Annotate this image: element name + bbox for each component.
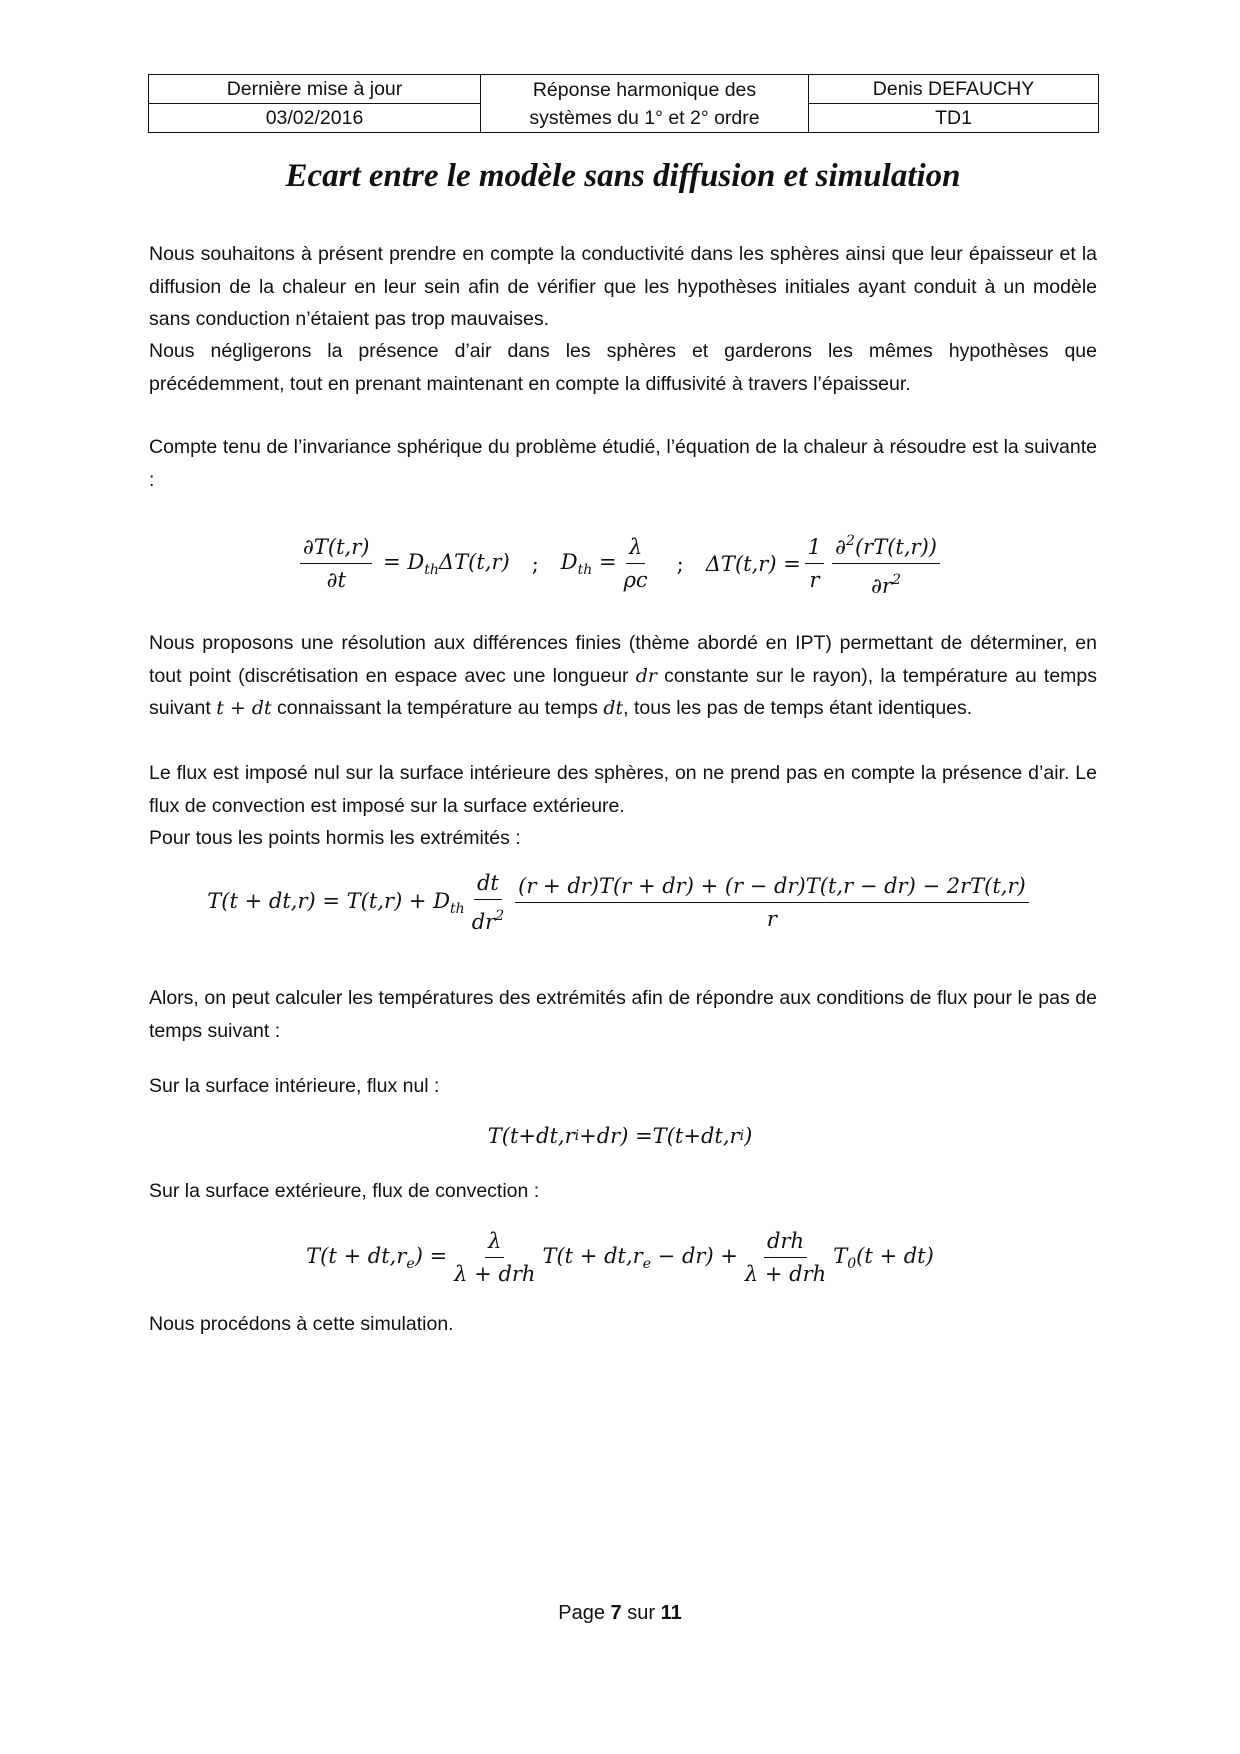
- paragraph-finite-differences-part2: constante sur le rayon), la température au temps suivant: [149, 664, 1098, 719]
- header-course-title: [481, 75, 809, 133]
- paragraph-finite-differences-part4: , tous les pas de temps étant identiques.: [623, 697, 973, 719]
- paragraph-boundary-intro: Alors, on peut calculer les températures des extrémités afin de répondre aux conditions de flux pour le pas de temps suivant :: [149, 987, 1097, 1042]
- math-dr: dr: [635, 664, 657, 687]
- paragraph-heat-equation-intro: Compte tenu de l’invariance sphérique du problème étudié, l’équation de la chaleur à résoudre est la suivante :: [149, 436, 1097, 491]
- equation-scheme: $T(t + dt,r) = T(t,r) + D_{th}$ $\frac{dt}{dr^2}$ $\frac{(r + dr)T(r + dr) + (r - dr)T(t,r - dr) - 2rT(t,r)}{r}$: [0, 870, 1240, 935]
- footer-of-word: sur: [627, 1602, 656, 1624]
- paragraph-hypotheses: Nous négligerons la présence d’air dans les sphères et garderons les mêmes hypothèses que précédemment, tout en prenant maintenant en compte la diffusivité à travers l’épaisseur.: [149, 340, 1097, 395]
- paragraph-flux-conditions: Le flux est imposé nul sur la surface intérieure des sphères, on ne prend pas en compte la présence d’air. Le flux de convection est imposé sur la surface extérieure.: [149, 762, 1097, 817]
- header-doc-id: TD1: [809, 104, 1099, 133]
- footer-current-page: 7: [610, 1602, 622, 1624]
- page-footer: [0, 1602, 1240, 1625]
- header-course-title-line2: systèmes du 1° et 2° ordre: [529, 106, 760, 129]
- paragraph-intro: Nous souhaitons à présent prendre en compte la conductivité dans les sphères ainsi que leur épaisseur et la diffusion de la chaleur en leur sein afin de vérifier que les hypothèses initiales ayant conduit à un modèle sans conduction n’étaient pas trop mauvaises.: [149, 243, 1097, 330]
- header-date: 03/02/2016: [149, 104, 481, 133]
- page-title: Ecart entre le modèle sans diffusion et simulation: [285, 158, 961, 194]
- paragraph-inner-surface: Sur la surface intérieure, flux nul :: [149, 1075, 440, 1097]
- header-table: [148, 74, 1099, 133]
- paragraph-finite-differences-part3: connaissant la température au temps: [271, 697, 604, 719]
- footer-total-pages: 11: [660, 1602, 682, 1624]
- paragraph-interior-points: Pour tous les points hormis les extrémités :: [149, 827, 521, 849]
- equation-inner-boundary: T ( t + dt , r i + dr ) = T ( t + dt , r i ): [487, 1124, 753, 1148]
- paragraph-finite-differences-part1: Nous proposons une résolution aux différences finies (thème abordé en IPT) permettant de déterminer, en tout point (discrétisation en espace avec une longueur: [149, 632, 1097, 687]
- header-author: Denis DEFAUCHY: [809, 75, 1099, 104]
- math-t-plus-dt: t + dt: [216, 697, 272, 719]
- paragraph-conclusion: Nous procédons à cette simulation.: [149, 1313, 454, 1335]
- paragraph-finite-differences: [149, 627, 1097, 725]
- header-course-title-line1: Réponse harmonique des: [532, 78, 757, 101]
- equation-heat: $\frac{\partial T(t,r)}{\partial t}$ = $D_{th}\Delta T(t,r)$ ; $D_{th}$ = $\frac{\lambda}{\rho c}$ ; ΔT(t,r) = $\frac{1}{r}$ $\frac{\partial^2(rT(t,r))}{\partial r^2}$: [0, 528, 1240, 599]
- equation-outer-boundary: $T(t + dt,r_e)$ = $\frac{\lambda}{\text{λ + drh}}$ $T(t + dt,r_e - dr)$ + $\frac{\text{drh}}{\text{λ + drh}}$ $T_0(t + dt)$: [306, 1229, 934, 1286]
- paragraph-outer-surface: Sur la surface extérieure, flux de convection :: [149, 1180, 540, 1202]
- footer-page-word: Page: [558, 1602, 605, 1624]
- math-dt: dt: [603, 697, 624, 719]
- header-last-update-label: Dernière mise à jour: [149, 75, 481, 104]
